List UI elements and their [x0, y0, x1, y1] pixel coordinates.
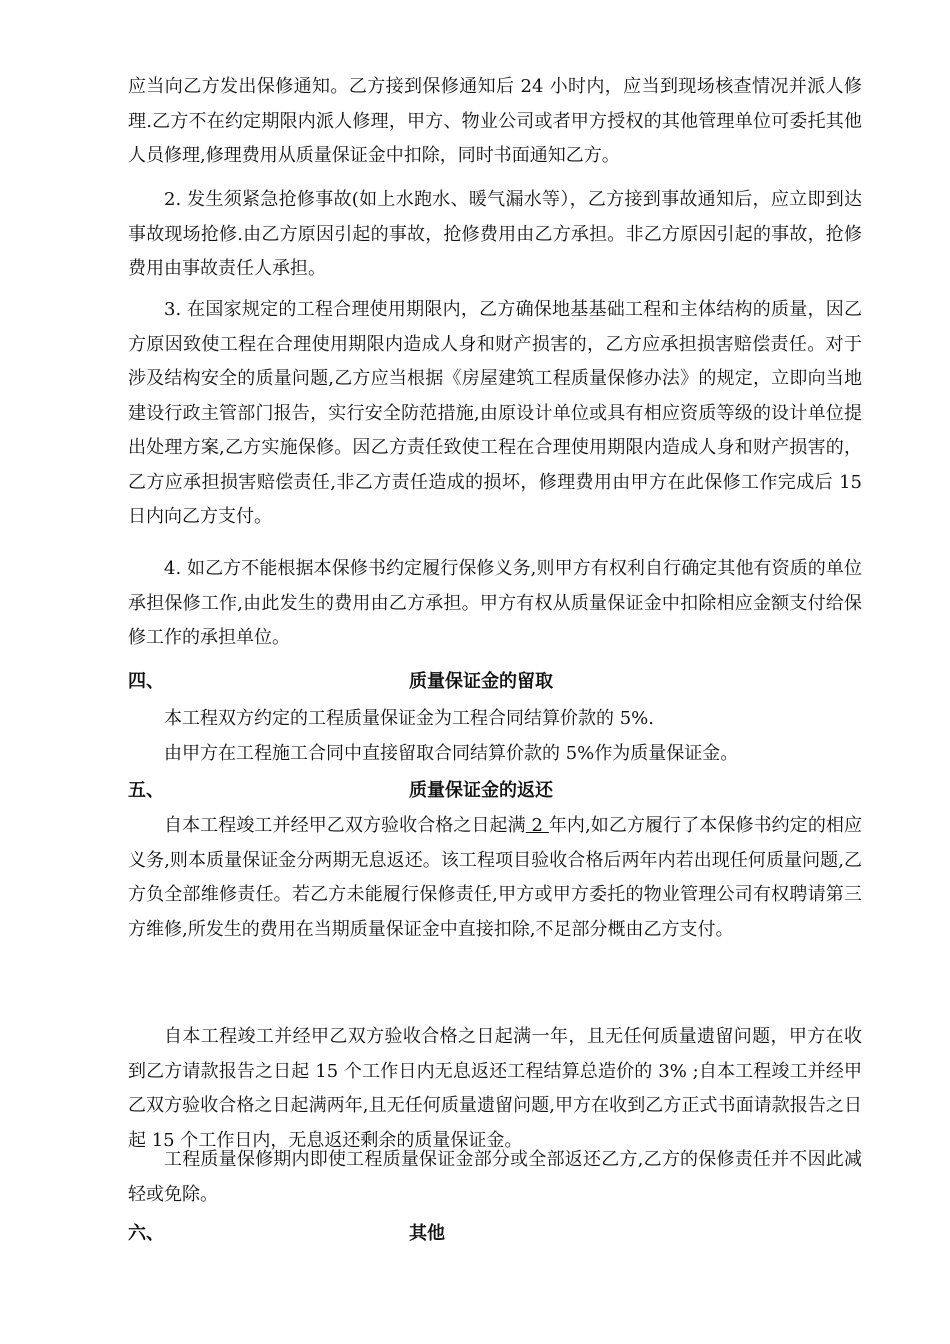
- continuation-paragraph: 应当向乙方发出保修通知。乙方接到保修通知后 24 小时内，应当到现场核查情况并派人修理.乙方不在约定期限内派人修理，甲方、物业公司或者甲方授权的其他管理单位可委托其他人员修理,修理费用从质量保证金中扣除，同时书面通知乙方。: [128, 76, 862, 166]
- section-heading-5: [128, 774, 862, 808]
- paragraph-text: 自本工程竣工并经甲乙双方验收合格之日起满: [164, 815, 526, 836]
- section-5-paragraph-2: 自本工程竣工并经甲乙双方验收合格之日起满一年，且无任何质量遗留问题，甲方在收到乙方请款报告之日起 15 个工作日内无息返还工程结算总造价的 3% ;自本工程竣工并经甲乙双方验收合格之日起满两年,且无任何质量遗留问题,甲方在收到乙方正式书面请款报告之日起 15 个工作日内，无息返还剩余的质量保证金。: [128, 1026, 862, 1151]
- section-5-paragraph-3: 工程质量保修期内即使工程质量保证金部分或全部返还乙方,乙方的保修责任并不因此减轻或免除。: [128, 1149, 862, 1205]
- paragraph-text: 年内,如乙方履行了本保修书约定的相应义务,则本质量保证金分两期无息返还。该工程项目验收合格后两年内若出现任何质量问题,乙方负全部维修责任。若乙方未能履行保修责任,甲方或甲方委托的物业管理公司有权聘请第三方维修,所发生的费用在当期质量保证金中直接扣除,不足部分概由乙方支付。: [128, 815, 862, 940]
- section-number: 四、: [128, 671, 164, 692]
- section-number: 六、: [128, 1223, 164, 1244]
- section-title: 质量保证金的留取: [409, 671, 553, 692]
- section-4-paragraph-2: 由甲方在工程施工合同中直接留取合同结算价款的 5%作为质量保证金。: [164, 743, 739, 764]
- warranty-years-value: 2: [525, 815, 549, 836]
- section-heading-4: [128, 665, 862, 699]
- list-item-2: 2. 发生须紧急抢修事故(如上水跑水、暖气漏水等），乙方接到事故通知后，应立即到达事故现场抢修.由乙方原因引起的事故，抢修费用由乙方承担。非乙方原因引起的事故，抢修费用由事故责任人承担。: [128, 189, 862, 279]
- section-number: 五、: [128, 780, 164, 801]
- list-item-3: 3. 在国家规定的工程合理使用期限内，乙方确保地基基础工程和主体结构的质量，因乙方原因致使工程在合理使用期限内造成人身和财产损害的，乙方应承担损害赔偿责任。对于涉及结构安全的质量问题,乙方应当根据《房屋建筑工程质量保修办法》的规定，立即向当地建设行政主管部门报告，实行安全防范措施,由原设计单位或具有相应资质等级的设计单位提出处理方案,乙方实施保修。因乙方责任致使工程在合理使用期限内造成人身和财产损害的，乙方应承担损害赔偿责任,非乙方责任造成的损坏，修理费用由甲方在此保修工作完成后 15 日内向乙方支付。: [128, 299, 862, 527]
- section-title: 其他: [409, 1223, 445, 1244]
- list-item-4: 4. 如乙方不能根据本保修书约定履行保修义务,则甲方有权利自行确定其他有资质的单位承担保修工作,由此发生的费用由乙方承担。甲方有权从质量保证金中扣除相应金额支付给保修工作的承担单位。: [128, 558, 862, 648]
- section-5-paragraph-1: [128, 809, 862, 947]
- section-heading-6: [128, 1217, 862, 1251]
- section-title: 质量保证金的返还: [409, 780, 553, 801]
- section-4-paragraph-1: 本工程双方约定的工程质量保证金为工程合同结算价款的 5%.: [164, 708, 654, 729]
